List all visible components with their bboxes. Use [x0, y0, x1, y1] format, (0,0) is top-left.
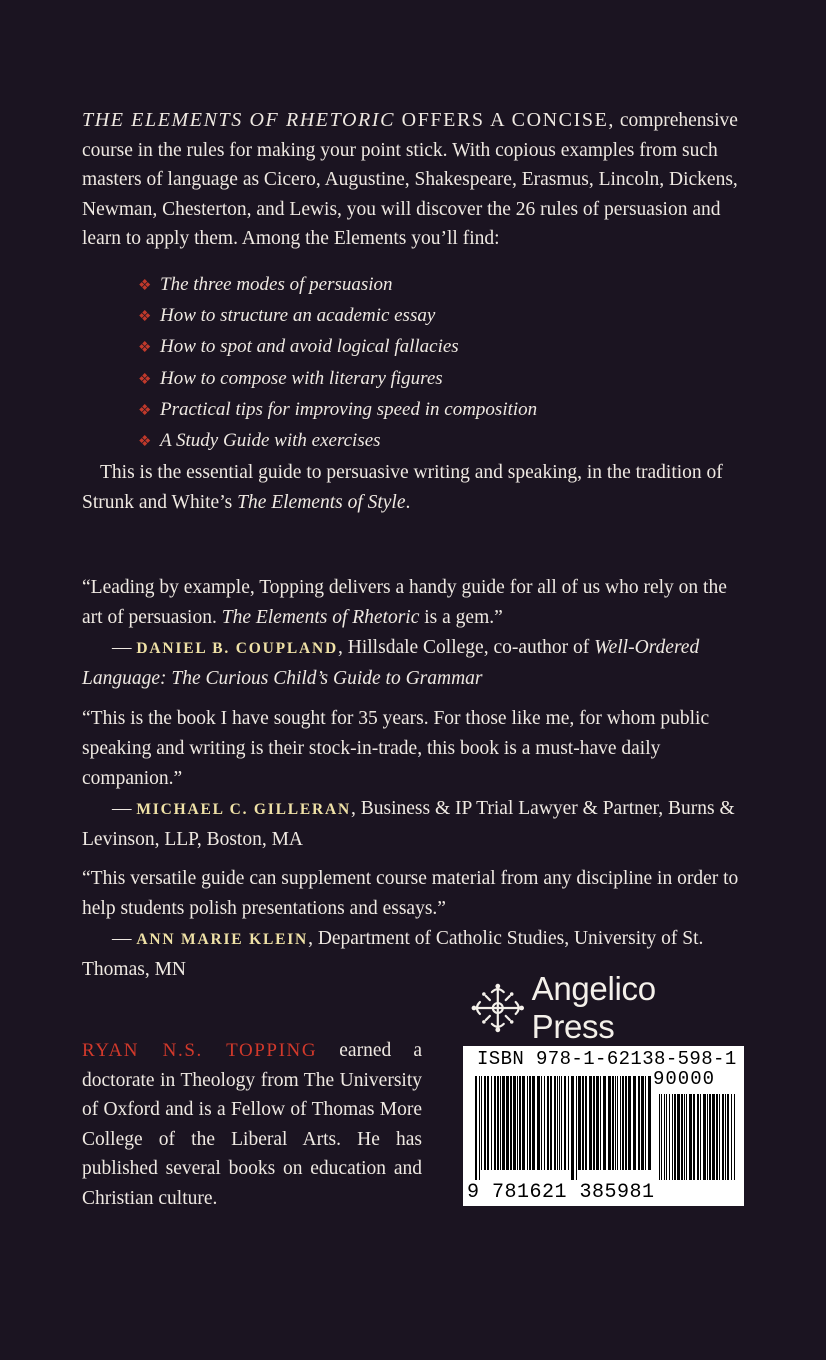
barcode-bar	[596, 1076, 599, 1170]
barcode-bar	[547, 1076, 549, 1170]
diamond-bullet-icon: ❖	[138, 309, 152, 326]
diamond-bullet-icon: ❖	[138, 340, 152, 357]
barcode-bar	[578, 1076, 581, 1170]
quote-book-title: The Elements of Rhetoric	[221, 607, 420, 628]
barcode-bar	[522, 1076, 525, 1170]
attribution-dash: —	[112, 928, 137, 949]
quote-pre: “Leading by example, Topping delivers a handy guide for all of us who rely on the art of persuasion.	[82, 577, 727, 628]
barcode-bar	[672, 1094, 673, 1180]
barcode-bar	[703, 1094, 706, 1180]
barcode-bar	[487, 1076, 489, 1170]
barcode-bar	[557, 1076, 558, 1170]
feature-text: Practical tips for improving speed in composition	[160, 398, 538, 420]
list-item	[138, 301, 758, 332]
endorser-name: DANIEL B. COUPLAND	[136, 640, 339, 657]
barcode-bar	[484, 1076, 486, 1170]
essential-end: .	[405, 491, 411, 513]
diamond-bullet-icon: ❖	[138, 371, 152, 388]
feature-text: A Study Guide with exercises	[160, 430, 381, 452]
barcode-bar	[494, 1076, 496, 1170]
barcode-bar	[576, 1076, 577, 1180]
barcode-bar	[603, 1076, 606, 1170]
barcode-bar	[479, 1076, 480, 1180]
diamond-bullet-icon: ❖	[138, 434, 152, 451]
barcode-bar	[700, 1094, 701, 1180]
barcode-bar	[481, 1076, 482, 1170]
barcode-bar	[684, 1094, 685, 1180]
barcode-bar	[506, 1076, 509, 1170]
barcode-bar	[544, 1076, 545, 1170]
barcode-bar	[659, 1094, 660, 1180]
barcode-bar	[669, 1094, 670, 1180]
barcode-bar	[625, 1076, 627, 1170]
barcode-bar	[582, 1076, 584, 1170]
barcode-bar	[475, 1076, 477, 1180]
feature-text: How to spot and avoid logical fallacies	[160, 336, 459, 358]
list-item	[138, 395, 758, 426]
essential-text: This is the essential guide to persuasive writing and speaking, in the tradition of Strunk and White’s	[82, 462, 723, 513]
feature-text: The three modes of persuasion	[160, 274, 393, 295]
endorser-book-title: Well-Ordered Language: The Curious Child’s Guide to Grammar	[82, 637, 700, 689]
barcode-bar	[734, 1094, 735, 1180]
barcode-bar	[608, 1076, 611, 1170]
barcode-bar	[727, 1094, 729, 1180]
feature-text: How to structure an academic essay	[160, 305, 436, 327]
list-item	[138, 270, 758, 301]
barcode-bar	[633, 1076, 636, 1170]
endorsement-quote-1	[82, 573, 746, 694]
endorser-affiliation: , Department of Catholic Studies, University of St. Thomas, MN	[82, 928, 704, 980]
endorser-name: ANN MARIE KLEIN	[136, 931, 309, 948]
barcode-bar	[674, 1094, 676, 1180]
price-code: 90000	[653, 1068, 716, 1090]
author-bio-text: earned a doctorate in Theology from The University of Oxford and is a Fellow of Thomas More College of the Liberal Arts. He has published several books on education and Christian culture.	[82, 1040, 422, 1209]
barcode-bar	[568, 1076, 569, 1170]
intro-paragraph	[82, 106, 744, 254]
barcode-bar	[686, 1094, 687, 1180]
barcode-bar	[622, 1076, 624, 1170]
list-item	[138, 364, 758, 395]
barcode-bar	[550, 1076, 552, 1170]
barcode-bar	[491, 1076, 492, 1170]
essential-paragraph	[82, 458, 744, 517]
barcode-bar	[571, 1076, 574, 1180]
barcode-bar	[510, 1076, 512, 1170]
barcode-bar	[519, 1076, 521, 1170]
intro-book-title: THE ELEMENTS OF RHETORIC	[82, 109, 396, 131]
barcode-bar	[664, 1094, 665, 1180]
barcode-bar	[513, 1076, 516, 1170]
essential-book-title: The Elements of Style	[237, 491, 406, 513]
barcode-bar	[589, 1076, 592, 1170]
feature-text: How to compose with literary figures	[160, 367, 443, 389]
intro-lead	[82, 109, 615, 131]
diamond-bullet-icon: ❖	[138, 278, 152, 294]
author-bio	[82, 1036, 422, 1214]
barcode-bar	[697, 1094, 699, 1180]
intro-lead-rest: OFFERS A CONCISE,	[395, 109, 616, 131]
barcode-bar	[628, 1076, 631, 1170]
barcode-bar	[561, 1076, 562, 1170]
isbn-label: ISBN 978-1-62138-598-1	[477, 1048, 737, 1070]
barcode-bar	[593, 1076, 595, 1170]
barcode-bar	[666, 1094, 667, 1180]
barcode-bar	[600, 1076, 601, 1170]
endorsement-quote-2	[82, 704, 746, 855]
list-item	[138, 332, 758, 363]
barcode-bar	[693, 1094, 695, 1180]
author-name: RYAN N.S. TOPPING	[82, 1040, 318, 1061]
quote-text: “This versatile guide can supplement course material from any discipline in order to help students polish presentations and essays.”	[82, 868, 739, 919]
barcode-bar	[681, 1094, 683, 1180]
barcode-bar	[502, 1076, 505, 1170]
barcode-bar	[517, 1076, 518, 1170]
barcode-bar	[617, 1076, 618, 1170]
barcode-bar	[564, 1076, 566, 1170]
quote-text: “This is the book I have sought for 35 years. For those like me, for whom public speaking and writing is their stock-in-trade, this book is a must-have daily companion.”	[82, 708, 710, 789]
barcode-bar	[661, 1094, 662, 1180]
quote-text	[82, 573, 746, 633]
barcode-bar	[719, 1094, 720, 1180]
endorsement-quote-3	[82, 864, 746, 985]
endorser-name: MICHAEL C. GILLERAN	[136, 801, 352, 818]
barcode-bar	[559, 1076, 560, 1170]
barcode-bar	[689, 1094, 692, 1180]
attribution-dash: —	[112, 798, 137, 819]
barcode-bar	[585, 1076, 587, 1170]
barcode-bar	[716, 1094, 718, 1180]
barcode-bar	[537, 1076, 540, 1170]
quote-attribution	[82, 633, 746, 694]
isbn-barcode	[463, 1046, 744, 1206]
barcode-bar	[722, 1094, 724, 1180]
barcode-bar	[712, 1094, 715, 1180]
endorser-affiliation: , Hillsdale College, co-author of	[338, 637, 595, 658]
barcode-bar	[641, 1076, 644, 1170]
quote-post: is a gem.”	[419, 607, 503, 628]
publisher-name: Angelico Press	[531, 970, 656, 1045]
list-item	[138, 426, 758, 457]
barcode-bar	[725, 1094, 726, 1180]
quote-attribution	[82, 794, 746, 855]
barcode-bar	[541, 1076, 542, 1170]
barcode-bar	[677, 1094, 680, 1180]
diamond-bullet-icon: ❖	[138, 402, 152, 419]
barcode-bar	[638, 1076, 640, 1170]
attribution-dash: —	[112, 637, 137, 658]
barcode-bar	[497, 1076, 499, 1170]
barcode-bar	[709, 1094, 711, 1180]
barcode-bar	[529, 1076, 531, 1170]
barcode-bar	[500, 1076, 501, 1170]
cross-ornament-icon	[470, 982, 526, 1034]
intro-body: comprehensive course in the rules for making your point stick. With copious examples from such masters of language as Cicero, Augustine, Shakespeare, Erasmus, Lincoln, Dickens, Newman, Chesterton, and Lewis, you will discover the 26 rules of persuasion and learn to apply them. Among the Elements you’ll find:	[82, 110, 738, 249]
publisher-logo	[470, 970, 746, 1045]
barcode-bar	[620, 1076, 621, 1170]
barcode-bar	[648, 1076, 651, 1170]
barcode-bar	[731, 1094, 732, 1180]
barcode-bar	[532, 1076, 535, 1170]
barcode-bar	[615, 1076, 616, 1170]
barcode-bar	[554, 1076, 556, 1170]
ean-number: 9 781621 385981	[467, 1181, 655, 1204]
endorser-affiliation: , Business & IP Trial Lawyer & Partner, Burns & Levinson, LLP, Boston, MA	[82, 798, 735, 850]
feature-list	[138, 270, 758, 457]
barcode-bar	[707, 1094, 708, 1180]
barcode-bar	[612, 1076, 614, 1170]
barcode-bar	[645, 1076, 646, 1170]
barcode-bar	[527, 1076, 528, 1170]
